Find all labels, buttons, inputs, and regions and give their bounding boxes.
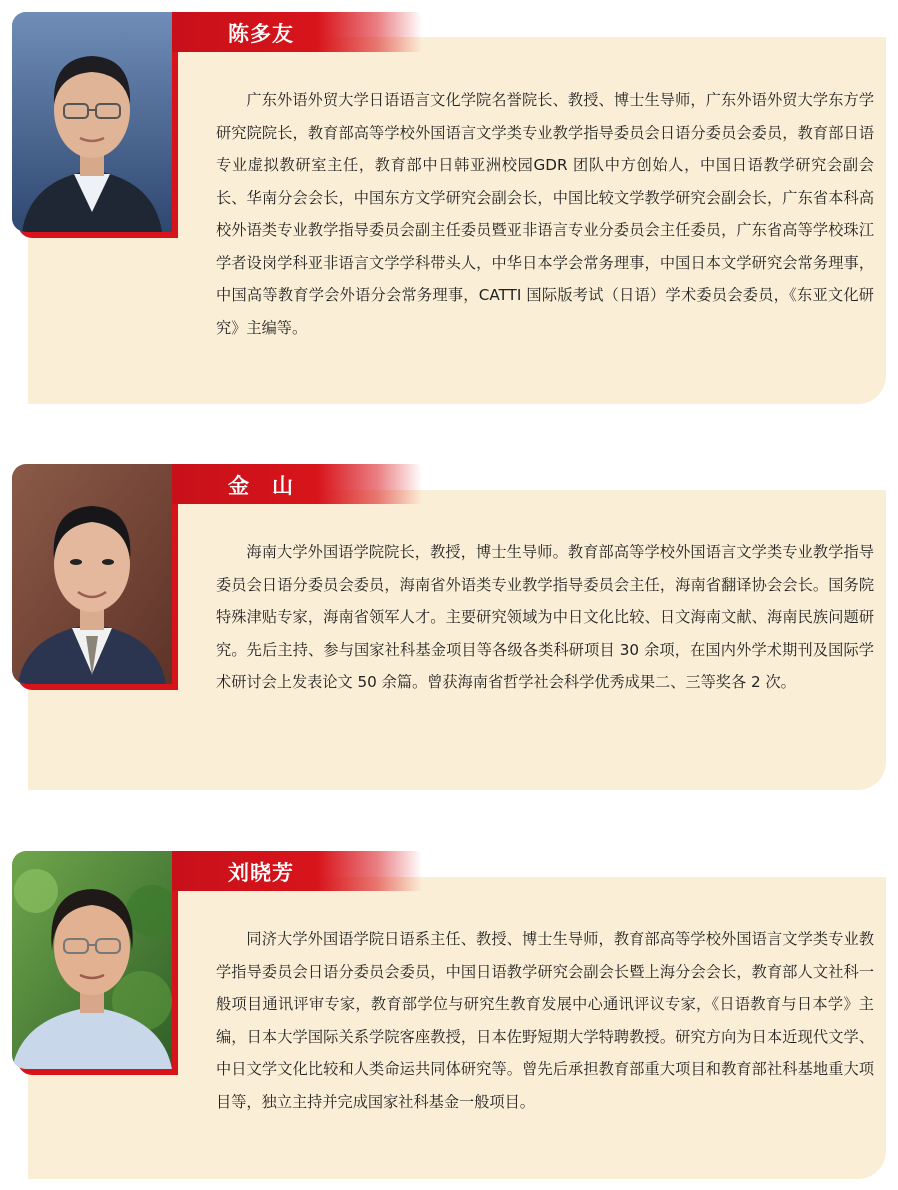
name-banner: [172, 12, 422, 52]
biography-text: 同济大学外国语学院日语系主任、教授、博士生导师，教育部高等学校外国语言文学类专业教学指导委员会日语分委员会委员，中国日语教学研究会副会长暨上海分会会长，教育部人文社科一般项目通讯评审专家，教育部学位与研究生教育发展中心通讯评议专家，《日语教育与日本学》主编，日本大学国际关系学院客座教授，日本佐野短期大学特聘教授。研究方向为日本近现代文学、中日文学文化比较和人类命运共同体研究等。曾先后承担教育部重大项目和教育部社科基地重大项目等，独立主持并完成国家社科基金一般项目。: [216, 930, 874, 1111]
person-name: 刘晓芳: [228, 861, 294, 885]
portrait-photo: [12, 12, 172, 232]
portrait-photo: [12, 851, 172, 1069]
person-name: 陈多友: [228, 22, 294, 46]
portrait-photo: [12, 464, 172, 684]
accent-line: [172, 37, 178, 232]
biography-text: 广东外语外贸大学日语语言文化学院名誉院长、教授、博士生导师，广东外语外贸大学东方学研究院院长，教育部高等学校外国语言文学类专业教学指导委员会日语分委员会委员，教育部日语专业虚拟教研室主任，教育部中日韩亚洲校园GDR 团队中方创始人，中国日语教学研究会副会长、华南分会会长，中国东方文学研究会副会长，中国比较文学教学研究会副会长，广东省本科高校外语类专业教学指导委员会副主任委员暨亚非语言专业分委员会主任委员，广东省高等学校珠江学者设岗学科亚非语言文学学科带头人，中华日本学会常务理事，中国日本文学研究会常务理事，中国高等教育学会外语分会常务理事，CATTI 国际版考试（日语）学术委员会委员，《东亚文化研究》主编等。: [216, 91, 874, 337]
name-banner: [172, 464, 422, 504]
profile-card-1: [0, 0, 898, 410]
biography-text: 海南大学外国语学院院长，教授，博士生导师。教育部高等学校外国语言文学类专业教学指导委员会日语分委员会委员，海南省外语类专业教学指导委员会主任，海南省翻译协会会长。国务院特殊津贴专家，海南省领军人才。主要研究领域为中日文化比较、日文海南文献、海南民族问题研究。先后主持、参与国家社科基金项目等各级各类科研项目 30 余项，在国内外学术期刊及国际学术研讨会上发表论文 50 余篇。曾获海南省哲学社会科学优秀成果二、三等奖各 2 次。: [216, 543, 874, 691]
accent-line: [172, 490, 178, 685]
accent-line: [172, 877, 178, 1069]
name-banner: [172, 851, 422, 891]
person-name: 金 山: [228, 474, 294, 498]
